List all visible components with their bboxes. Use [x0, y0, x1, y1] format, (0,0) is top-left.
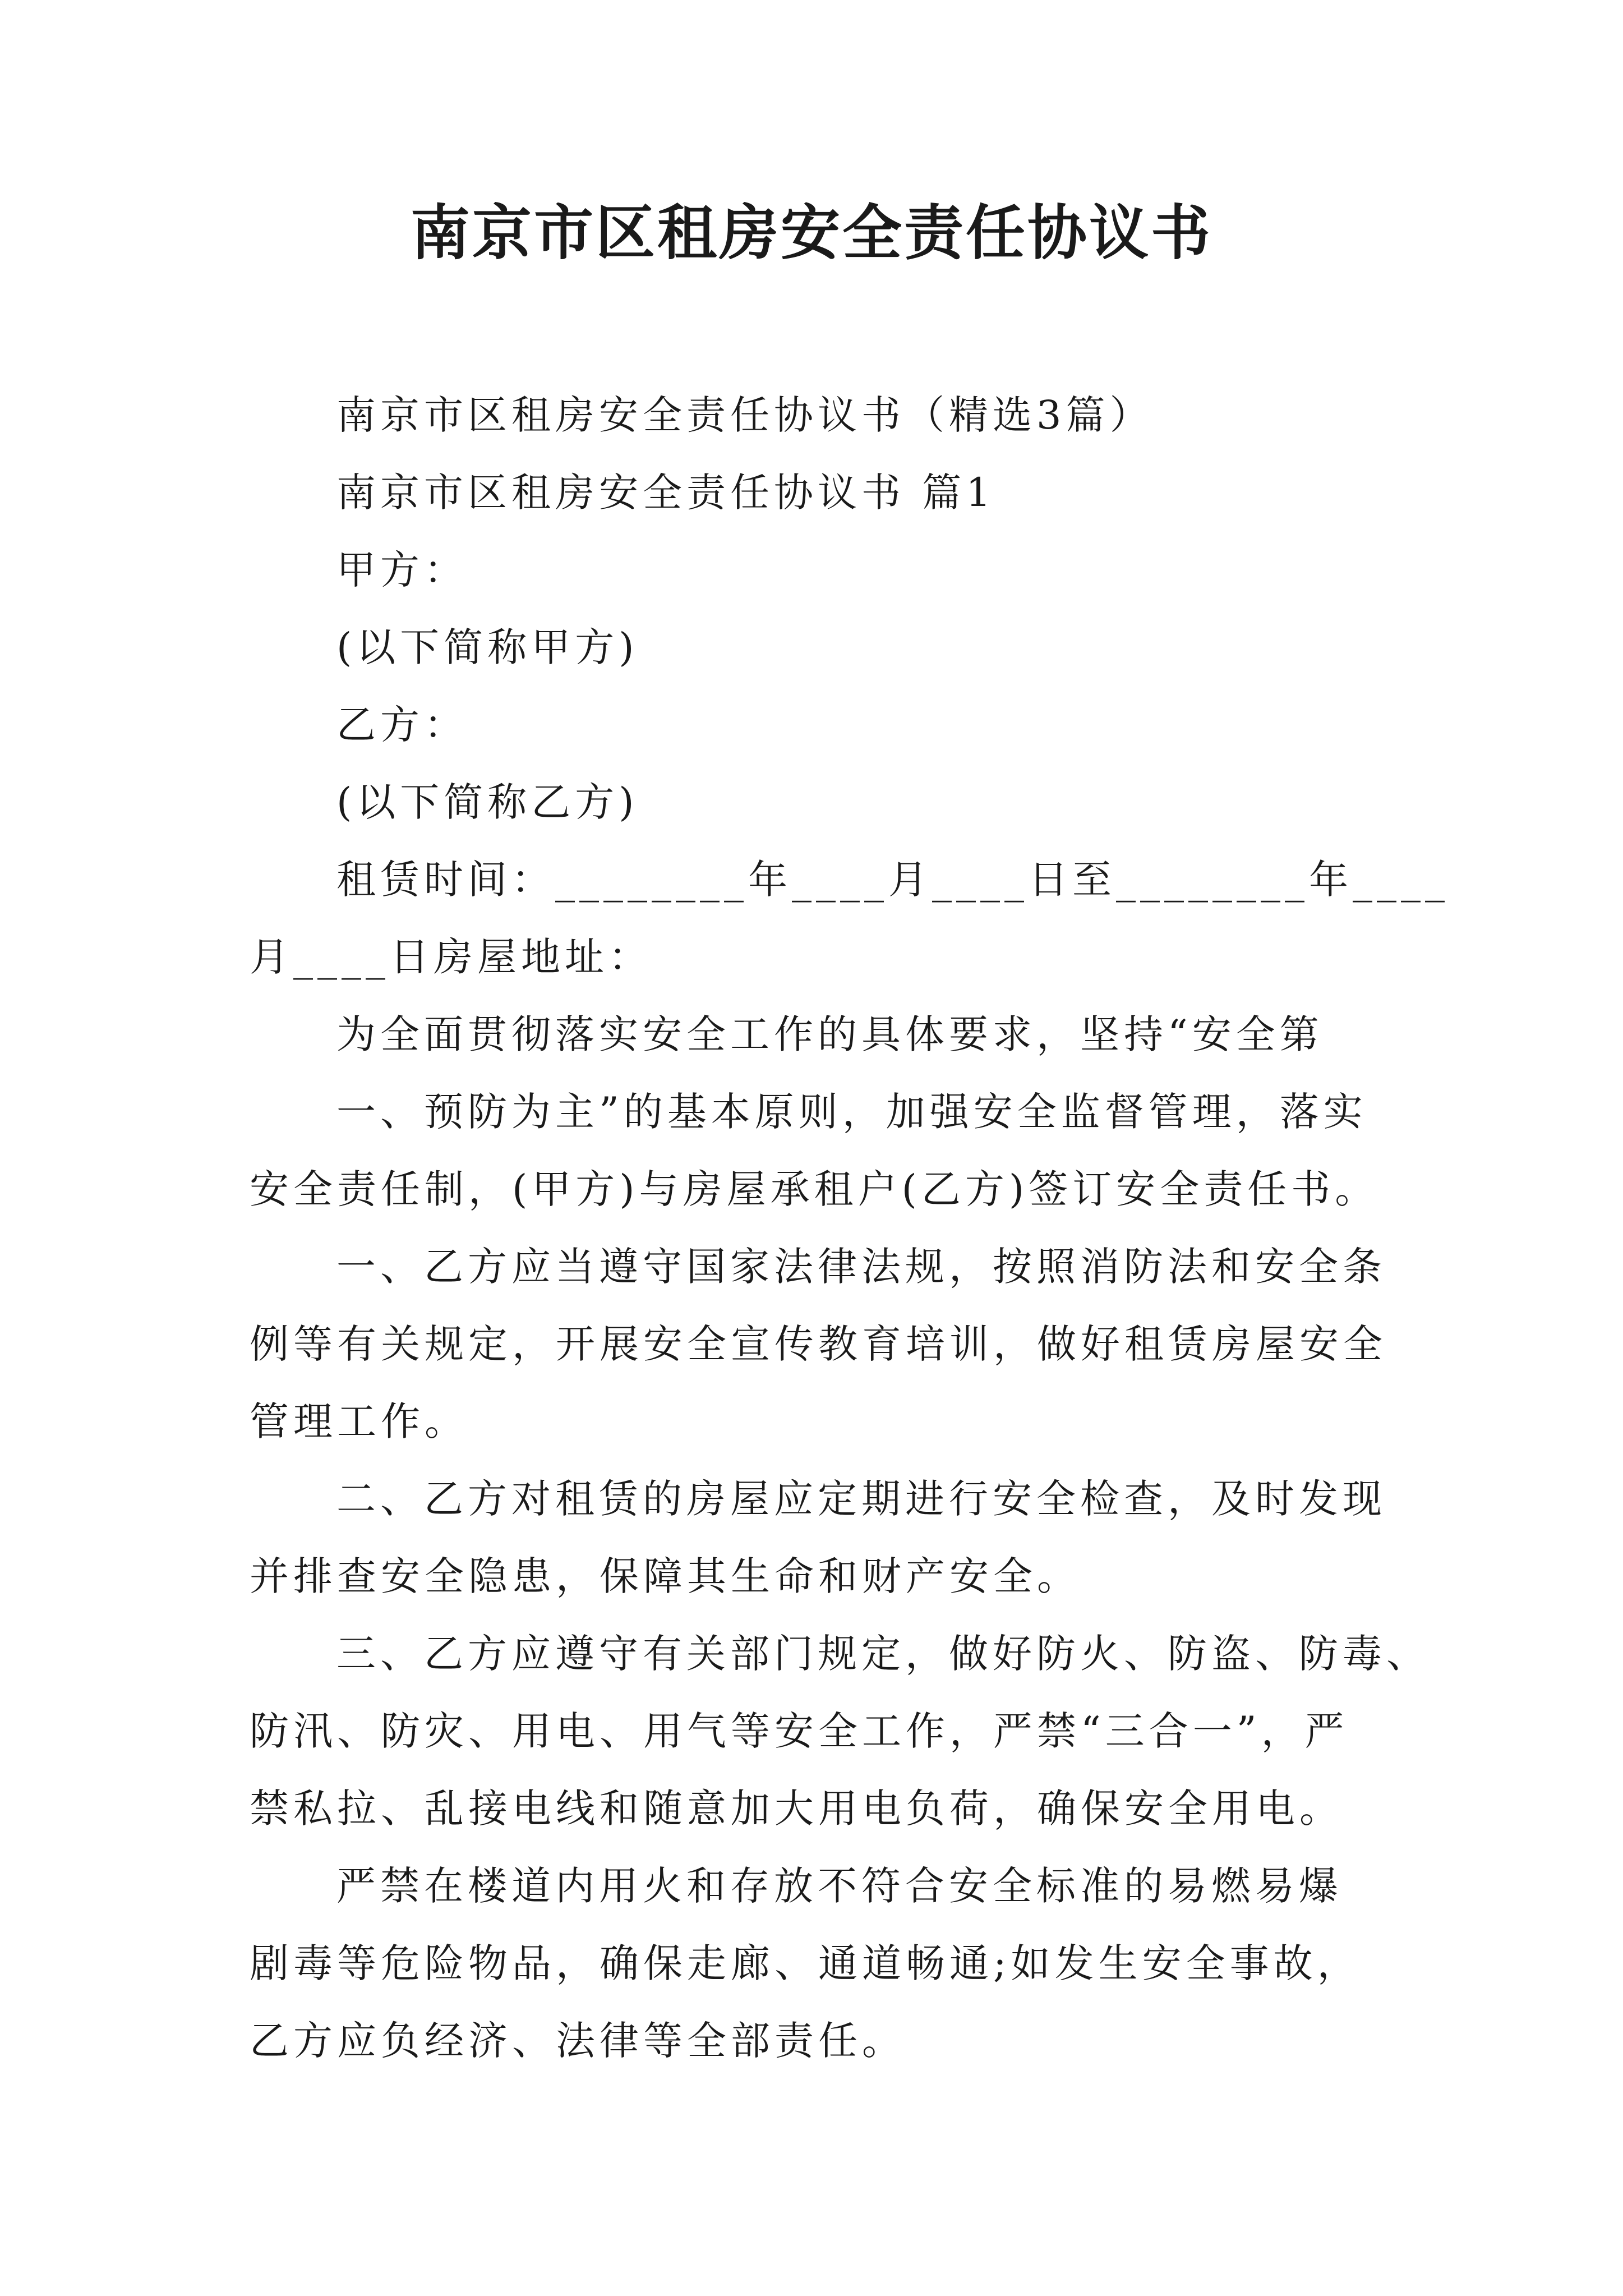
paragraph-line: 安全责任制，(甲方)与房屋承租户(乙方)签订安全责任书。	[250, 1166, 1379, 1212]
clause-4-line: 剧毒等危险物品，确保走廊、通道畅通;如发生安全事故，	[250, 1940, 1361, 1986]
lease-period-line-cont: 月____日房屋地址：	[250, 934, 652, 980]
party-b-note: (以下简称乙方)	[336, 779, 639, 825]
party-a-note: (以下简称甲方)	[336, 624, 639, 670]
party-b-label: 乙方：	[336, 702, 468, 748]
clause-1-line: 例等有关规定，开展安全宣传教育培训，做好租赁房屋安全	[250, 1321, 1387, 1367]
clause-3-line: 防汛、防灾、用电、用气等安全工作，严禁“三合一”，严	[250, 1708, 1349, 1754]
lease-period-line: 租赁时间：________年____月____日至________年____	[336, 857, 1449, 903]
clause-3-line: 三、乙方应遵守有关部门规定，做好防火、防盗、防毒、	[336, 1631, 1430, 1677]
clause-4-line: 严禁在楼道内用火和存放不符合安全标准的易燃易爆	[336, 1863, 1343, 1909]
section-heading: 南京市区租房安全责任协议书 篇1	[336, 470, 995, 516]
subtitle-line: 南京市区租房安全责任协议书（精选3篇）	[336, 392, 1154, 438]
party-a-label: 甲方：	[336, 547, 468, 593]
document-title: 南京市区租房安全责任协议书	[411, 197, 1212, 268]
clause-1-line: 管理工作。	[250, 1398, 468, 1444]
clause-4-line: 乙方应负经济、法律等全部责任。	[250, 2018, 906, 2064]
clause-1-line: 一、乙方应当遵守国家法律法规，按照消防法和安全条	[336, 1244, 1386, 1290]
paragraph-line: 为全面贯彻落实安全工作的具体要求，坚持“安全第	[336, 1011, 1324, 1057]
clause-3-line: 禁私拉、乱接电线和随意加大用电负荷，确保安全用电。	[250, 1786, 1343, 1832]
clause-2-line: 并排查安全隐患，保障其生命和财产安全。	[250, 1553, 1081, 1599]
paragraph-line: 一、预防为主”的基本原则，加强安全监督管理，落实	[336, 1089, 1367, 1135]
clause-2-line: 二、乙方对租赁的房屋应定期进行安全检查，及时发现	[336, 1476, 1386, 1522]
